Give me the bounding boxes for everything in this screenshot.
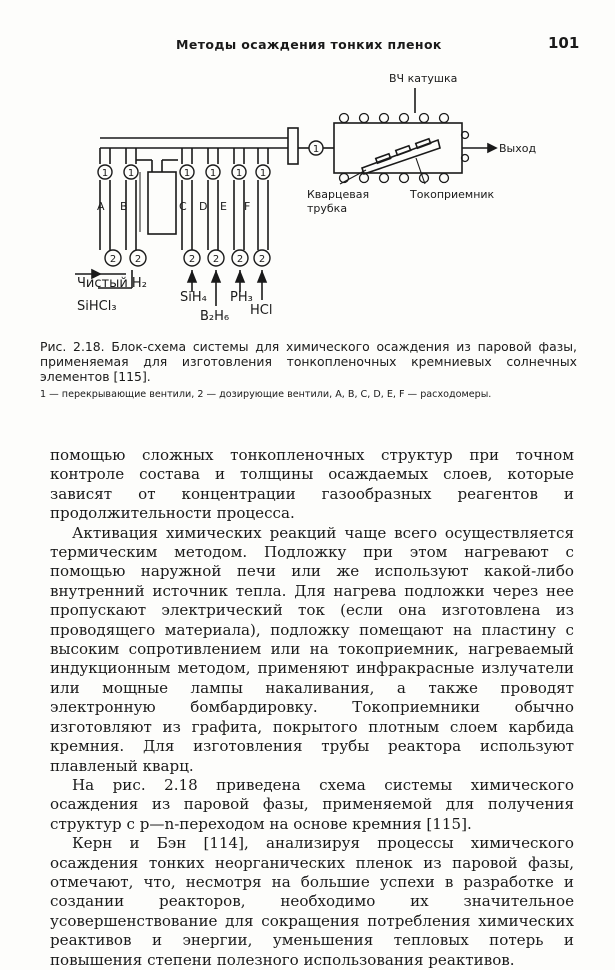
paragraph: помощью сложных тонкопленочных структур при точном контроле состава и толщины осаждаемых слоев, которые зависят от концентрации газообразных реагентов и продолжительности процесса. <box>50 446 574 523</box>
valve-number-2: 2 <box>109 254 117 265</box>
page-number: 101 <box>548 34 580 52</box>
substrate-2 <box>396 146 411 155</box>
flowmeter-labels <box>97 200 250 213</box>
b2h6-label: B₂H₆ <box>200 309 230 324</box>
valve-number-1: 1 <box>259 168 267 179</box>
output-arrow <box>488 144 496 152</box>
valve-number-1: 1 <box>101 168 109 179</box>
valve-number-1: 1 <box>209 168 217 179</box>
flowmeter-b: B <box>120 200 128 213</box>
page-header <box>0 34 615 56</box>
cvd-diagram-svg <box>0 60 615 340</box>
hcl-label: HCl <box>250 303 273 318</box>
sihcl3-bubbler <box>148 172 176 234</box>
susceptor-label: Токоприемник <box>410 188 495 201</box>
cvd-diagram <box>0 60 615 340</box>
flowmeter-e: E <box>220 200 227 213</box>
pure-h2-label: Чистый H₂ <box>77 276 147 291</box>
sih4-label: SiH₄ <box>180 290 207 305</box>
valve-number-2: 2 <box>236 254 244 265</box>
ph3-label: PH₃ <box>230 290 253 305</box>
valve-numbers <box>102 144 319 265</box>
valve-number-2: 2 <box>258 254 266 265</box>
quartz-tube <box>334 123 462 173</box>
valve-number-1: 1 <box>183 168 191 179</box>
quartz-tube-label-1: Кварцевая <box>307 188 370 201</box>
valve-number-1: 1 <box>312 144 320 155</box>
valve-number-2: 2 <box>188 254 196 265</box>
flowmeter-f: F <box>244 200 251 213</box>
figure-caption: Рис. 2.18. Блок-схема системы для химического осаждения из паровой фазы, применяемая для изготовления тонкопленочных кремниевых солнечных элементов [115]. <box>40 339 577 384</box>
paragraph: Активация химических реакций чаще всего осуществляется термическим методом. Подложку при этом нагревают с помощью наружной печи или же используют какой-либо внутренний источник тепла. Для нагрева подложки через нее пропускают электрический ток (если она изготовлена из проводящего материала), подложку помещают на пластину с высоким сопротивлением или на токоприемник, нагреваемый индукционным методом, применяют инфракрасные излучатели или мощные лампы накаливания, а также проводят электронную бомбардировку. Токоприемники обычно изготовляют из графита, покрытого плотным слоем карбида кремния. Для изготовления трубы реактора используют плавленый кварц. <box>50 523 574 775</box>
valve-number-1: 1 <box>235 168 243 179</box>
paragraph: Керн и Бэн [114], анализируя процессы химического осаждения тонких неорганических пленок из паровой фазы, отмечают, что, несмотря на большие успехи в разработке и создании реакторов, необходимо их значительное усовершенствование для сокращения потребления химических реактивов и энергии, уменьшения тепловых потерь и повышения степени полезного использования реактивов. <box>50 834 574 969</box>
valve-number-2: 2 <box>134 254 142 265</box>
figure-legend: 1 — перекрывающие вентили, 2 — дозирующие вентили, A, B, C, D, E, F — расходомеры. <box>40 389 492 400</box>
reactor-flange <box>288 128 298 164</box>
output-label: Выход <box>499 142 537 155</box>
paragraph: На рис. 2.18 приведена схема системы химического осаждения из паровой фазы, применяемой для получения структур с p—n-переходом на основе кремния [115]. <box>50 775 574 833</box>
body-text <box>50 446 574 970</box>
sihcl3-label: SiHCl₃ <box>77 299 117 314</box>
flowmeter-c: C <box>179 200 187 213</box>
rf-coil-label: ВЧ катушка <box>389 72 458 85</box>
flowmeter-a: A <box>97 200 105 213</box>
valve-number-2: 2 <box>212 254 220 265</box>
valve-number-1: 1 <box>127 168 135 179</box>
running-title: Методы осаждения тонких пленок <box>176 37 442 52</box>
quartz-tube-label-2: трубка <box>307 202 348 215</box>
flowmeter-d: D <box>199 200 208 213</box>
